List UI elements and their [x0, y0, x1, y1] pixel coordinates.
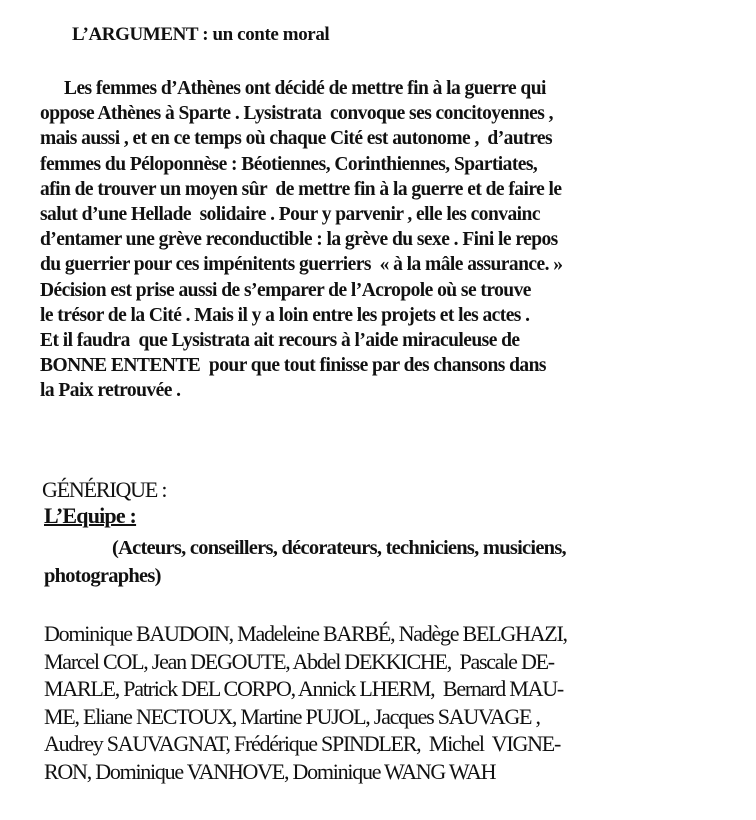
names-line: Audrey SAUVAGNAT, Frédérique SPINDLER, Michel VIGNE-: [44, 731, 561, 757]
names-line: ME, Eliane NECTOUX, Martine PUJOL, Jacques SAUVAGE ,: [44, 703, 540, 729]
argument-line: d’entamer une grève reconductible : la grève du sexe . Fini le repos: [40, 229, 558, 251]
argument-line: la Paix retrouvée .: [40, 380, 181, 402]
argument-paragraph: [40, 76, 740, 404]
argument-line: afin de trouver un moyen sûr de mettre fin à la guerre et de faire le: [40, 178, 562, 200]
argument-title: L’ARGUMENT : un conte moral: [72, 24, 330, 45]
argument-line: Décision est prise aussi de s’emparer de l’Acropole où se trouve: [40, 279, 531, 301]
names-line: Dominique BAUDOIN, Madeleine BARBÉ, Nadège BELGHAZI,: [44, 621, 567, 646]
argument-line: oppose Athènes à Sparte . Lysistrata convoque ses concitoyennes ,: [40, 103, 553, 125]
names-line: Marcel COL, Jean DEGOUTE, Abdel DEKKICHE, Pascale DE-: [44, 648, 554, 674]
argument-line: Et il faudra que Lysistrata ait recours à l’aide miraculeuse de: [40, 330, 520, 352]
argument-line: du guerrier pour ces impénitents guerriers « à la mâle assurance. »: [40, 254, 563, 276]
argument-line: mais aussi , et en ce temps où chaque Cité est autonome , d’autres: [40, 128, 553, 150]
argument-line: Les femmes d’Athènes ont décidé de mettre fin à la guerre qui: [64, 78, 546, 99]
roles-paragraph: [44, 534, 744, 590]
names-line: RON, Dominique VANHOVE, Dominique WANG WAH: [44, 758, 496, 784]
names-line: MARLE, Patrick DEL CORPO, Annick LHERM, Bernard MAU-: [44, 676, 563, 702]
roles-line: photographes): [44, 565, 161, 587]
generique-heading: GÉNÉRIQUE :: [42, 477, 167, 502]
argument-line: le trésor de la Cité . Mais il y a loin entre les projets et les actes .: [40, 304, 530, 326]
argument-line: salut d’une Hellade solidaire . Pour y parvenir , elle les convainc: [40, 204, 540, 226]
argument-line: femmes du Péloponnèse : Béotiennes, Corinthiennes, Spartiates,: [40, 153, 538, 175]
equipe-heading: L’Equipe :: [44, 503, 137, 528]
team-names-paragraph: [44, 620, 744, 786]
argument-line: BONNE ENTENTE pour que tout finisse par des chansons dans: [40, 355, 546, 377]
roles-line: (Acteurs, conseillers, décorateurs, techniciens, musiciens,: [112, 537, 566, 559]
